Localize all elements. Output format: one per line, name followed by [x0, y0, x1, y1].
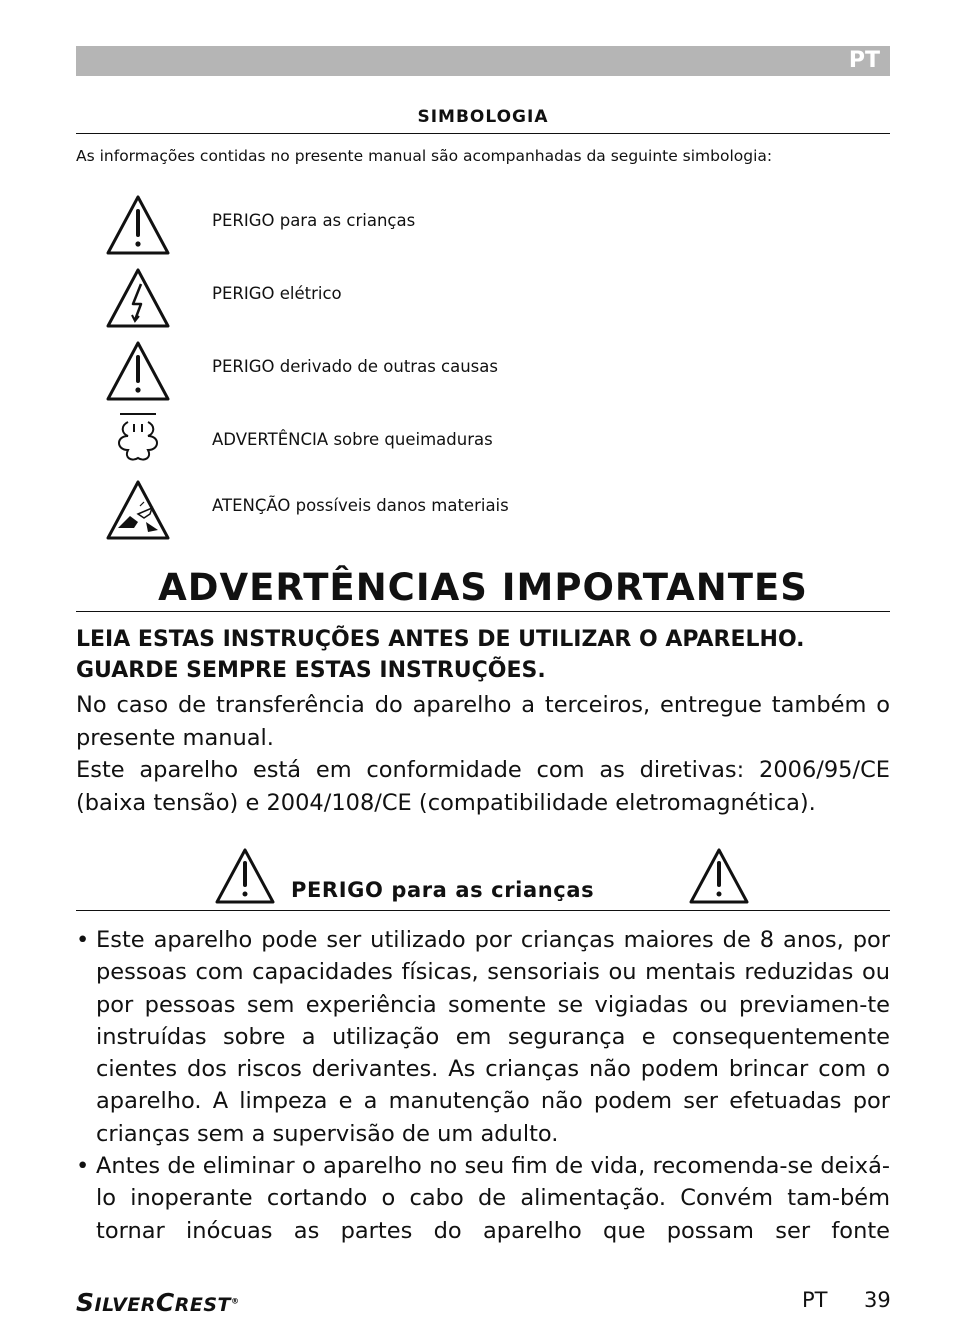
symbol-row-other [104, 339, 804, 403]
list-item-text: Antes de eliminar o aparelho no seu fim de vida, recomenda-se deixá-lo inoperante cortando o cabo de alimentação. Convém tam-bém tornar inócuas as partes do aparelho que possam ser fonte [96, 1153, 890, 1244]
symbology-intro: As informações contidas no presente manual são acompanhadas da seguinte simbologia: [76, 147, 773, 165]
symbology-divider [76, 133, 890, 134]
symbol-label: ADVERTÊNCIA sobre queimaduras [212, 430, 493, 449]
bullet-dot: • [76, 927, 90, 953]
symbol-row-children [104, 193, 804, 257]
subheading-divider [76, 910, 890, 911]
title-divider [76, 611, 890, 612]
children-warnings-list [76, 924, 890, 1247]
electric-hazard-icon [104, 266, 172, 330]
symbol-label: ATENÇÃO possíveis danos materiais [212, 496, 509, 515]
page-number: 39 [864, 1288, 891, 1312]
list-item-text: Este aparelho pode ser utilizado por crianças maiores de 8 anos, por pessoas com capacidades físicas, sensoriais ou mentais reduzidas ou por pessoas sem experiência somente se vigiadas ou previamen-te instruídas sobre a utilização em segurança e consequentemente cientes dos riscos derivantes. As crianças não podem brincar com o aparelho. A limpeza e a manutenção não podem ser efetuadas por crianças sem a supervisão de um adulto. [96, 927, 890, 1147]
language-bar [76, 46, 890, 76]
warning-triangle-icon [688, 847, 750, 905]
symbol-row-material [104, 478, 804, 542]
main-title: ADVERTÊNCIAS IMPORTANTES [158, 566, 808, 609]
symbol-label: PERIGO elétrico [212, 284, 342, 303]
list-item [76, 1150, 890, 1247]
read-instructions-notice [76, 624, 890, 686]
language-code: PT [848, 48, 880, 73]
symbology-title: SIMBOLOGIA [417, 107, 549, 127]
material-damage-icon [104, 478, 172, 542]
symbol-row-electric [104, 266, 804, 330]
bullet-dot: • [76, 1153, 90, 1180]
silvercrest-logo: SILVERCREST® [76, 1288, 240, 1317]
notice-line-2: GUARDE SEMPRE ESTAS INSTRUÇÕES. [76, 658, 546, 683]
children-danger-heading [76, 845, 890, 909]
notice-line-1: LEIA ESTAS INSTRUÇÕES ANTES DE UTILIZAR O APARELHO. [76, 627, 805, 652]
symbol-label: PERIGO para as crianças [212, 211, 416, 230]
conformity-paragraph: Este aparelho está em conformidade com as diretivas: 2006/95/CE (baixa tensão) e 2004/108/CE (compatibilidade eletromagnética). [76, 757, 890, 816]
list-item [76, 924, 890, 1150]
transfer-paragraph: No caso de transferência do aparelho a terceiros, entregue também o presente manual. [76, 692, 890, 751]
warning-triangle-icon [214, 847, 276, 905]
symbol-label: PERIGO derivado de outras causas [212, 357, 498, 376]
symbol-row-burns [104, 412, 804, 476]
warning-triangle-icon [104, 339, 172, 403]
children-danger-title: PERIGO para as crianças [291, 878, 595, 902]
footer-language: PT [802, 1288, 828, 1312]
hot-surface-icon [104, 412, 172, 476]
warning-triangle-icon [104, 193, 172, 257]
